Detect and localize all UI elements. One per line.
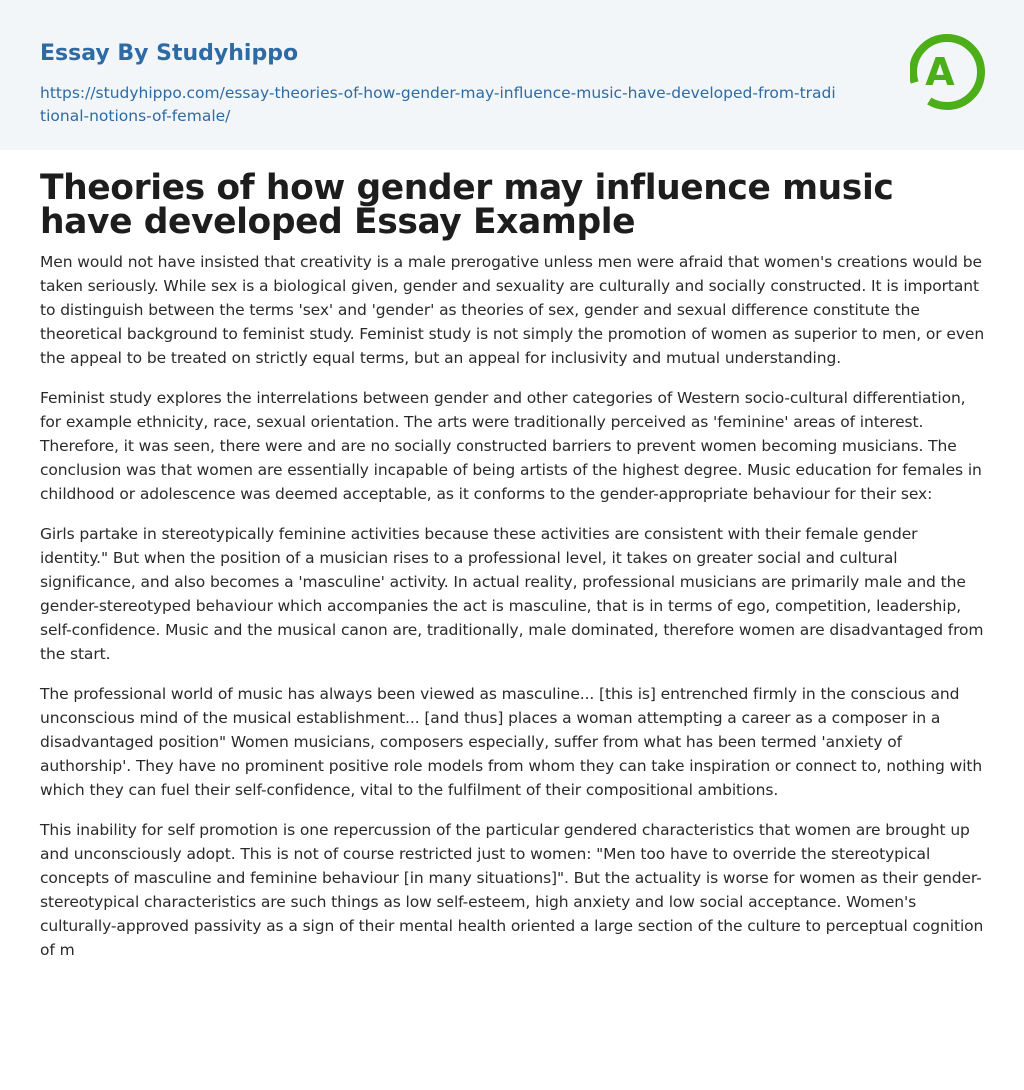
paragraph: Feminist study explores the interrelations between gender and other categories of Western socio-cultural differentiation, for example ethnicity, race, sexual orientation. The arts were traditionally perceived as 'feminine' areas of interest. Therefore, it was seen, there were and are no socially constructed barriers to prevent women becoming musicians. The conclusion was that women are essentially incapable of being artists of the highest degree. Music education for females in childhood or adolescence was deemed acceptable, as it conforms to the gender-appropriate behaviour for their sex:: [40, 389, 982, 503]
article-body: [40, 250, 990, 978]
article-title: Theories of how gender may influence music have developed Essay Example: [40, 168, 894, 242]
site-title-link[interactable]: Essay By Studyhippo: [40, 41, 299, 66]
logo-letter: A: [925, 50, 955, 94]
paragraph: Girls partake in stereotypically feminine activities because these activities are consistent with their female gender identity." But when the position of a musician rises to a professional level, it takes on greater social and cultural significance, and also becomes a 'masculine' activity. In actual reality, professional musicians are primarily male and the gender-stereotyped behaviour which accompanies the act is masculine, that is in terms of ego, competition, leadership, self-confidence. Music and the musical canon are, traditionally, male dominated, therefore women are disadvantaged from the start.: [40, 525, 984, 663]
site-header: [0, 0, 1024, 150]
paragraph: This inability for self promotion is one repercussion of the particular gendered characteristics that women are brought up and unconsciously adopt. This is not of course restricted just to women: "Men too have to override the stereotypical concepts of masculine and feminine behaviour [in many situations]". But the actuality is worse for women as their gender-stereotypical characteristics are such things as low self-esteem, high anxiety and low social acceptance. Women's culturally-approved passivity as a sign of their mental health oriented a large section of the culture to perceptual cognition of m: [40, 821, 984, 959]
source-url-link[interactable]: https://studyhippo.com/essay-theories-of-how-gender-may-influence-music-have-developed-from-traditional-notions-of-female/: [40, 84, 836, 125]
paragraph: The professional world of music has always been viewed as masculine... [this is] entrenched firmly in the conscious and unconscious mind of the musical establishment... [and thus] places a woman attempting a career as a composer in a disadvantaged position" Women musicians, composers especially, suffer from what has been termed 'anxiety of authorship'. They have no prominent positive role models from whom they can take inspiration or connect to, nothing with which they can fuel their self-confidence, vital to the fulfilment of their compositional ambitions.: [40, 685, 983, 799]
paragraph: Men would not have insisted that creativity is a male prerogative unless men were afraid that women's creations would be taken seriously. While sex is a biological given, gender and sexuality are culturally and socially constructed. It is important to distinguish between the terms 'sex' and 'gender' as theories of sex, gender and sexual difference constitute the theoretical background to feminist study. Feminist study is not simply the promotion of women as superior to men, or even the appeal to be treated on strictly equal terms, but an appeal for inclusivity and mutual understanding.: [40, 253, 985, 367]
studyhippo-logo-icon[interactable]: [910, 28, 988, 116]
